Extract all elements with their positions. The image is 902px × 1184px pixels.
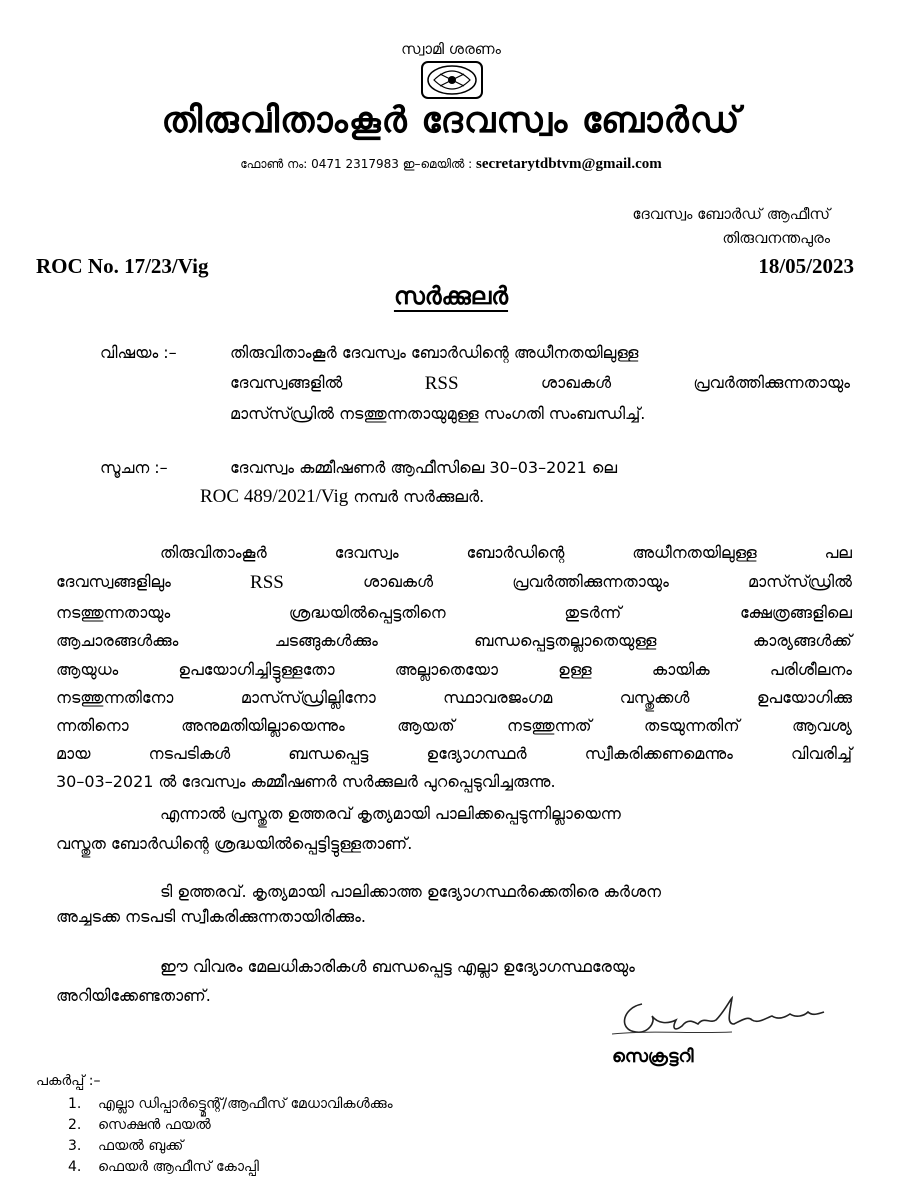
contact-line	[0, 156, 902, 173]
copies-label: പകർപ്പ് :–	[36, 1073, 101, 1089]
circular-title: സർക്കുലർ	[393, 282, 509, 310]
body-line: അച്ചടക്ക നടപടി സ്വീകരിക്കുന്നതായിരിക്കും.	[56, 907, 366, 926]
subject-line: മാസ്സ്ഡ്രിൽ നടത്തുന്നതായുമുള്ള സംഗതി സംബന്ധിച്ച്.	[230, 404, 646, 423]
body-line: ആചാരങ്ങൾക്കും ചടങ്ങുകൾക്കും ബന്ധപ്പെട്ടതല്ലാതെയുള്ള കാര്യങ്ങൾക്ക്	[56, 631, 852, 650]
roc-number: ROC No. 17/23/Vig	[36, 254, 209, 278]
body-line: 30–03–2021 ൽ ദേവസ്വം കമ്മീഷണർ സർക്കുലർ പുറപ്പെടുവിച്ചരുന്നു.	[56, 772, 556, 791]
reference-code: ROC 489/2021/Vig	[200, 486, 349, 507]
reference-line: ദേവസ്വം കമ്മീഷണർ ആഫീസിലെ 30–03–2021 ലെ	[230, 458, 617, 477]
body-line: മായ നടപടികൾ ബന്ധപ്പെട്ട ഉദ്യോഗസ്ഥർ സ്വീകരിക്കണമെന്നും വിവരിച്ച്	[56, 744, 852, 763]
reference-label: സൂചന :–	[100, 458, 168, 477]
office-city: തിരുവനന്തപുരം	[722, 229, 830, 247]
body-line: എന്നാൽ പ്രസ്തുത ഉത്തരവ് കൃത്യമായി പാലിക്കപ്പെടുന്നില്ലായെന്ന	[160, 804, 621, 823]
board-title: തിരുവിതാംകൂർ ദേവസ്വം ബോർഡ്	[161, 100, 741, 141]
devaswom-emblem-icon	[420, 60, 484, 100]
body-line: ടി ഉത്തരവ്. കൃത്യമായി പാലിക്കാത്ത ഉദ്യോഗസ്ഥർക്കെതിരെ കർശന	[160, 882, 661, 901]
signature	[612, 994, 842, 1042]
list-item: 4. ഫെയർ ആഫീസ് കോപ്പി	[68, 1159, 259, 1175]
signatory-title: സെക്രട്ടറി	[612, 1046, 694, 1067]
phone-text: ഫോൺ നം: 0471 2317983 ഇ–മെയിൽ :	[240, 157, 477, 171]
body-line: ന്നതിനൊ അനുമതിയില്ലായെന്നും ആയത് നടത്തുന്നത് തടയുന്നതിന് ആവശ്യ	[56, 716, 852, 735]
body-line: നടത്തുന്നതായും ശ്രദ്ധയിൽപ്പെട്ടതിനെ തുടർന്ന് ക്ഷേത്രങ്ങളിലെ	[56, 603, 852, 622]
subject-line: ദേവസ്വങ്ങളിൽ RSS ശാഖകൾ പ്രവർത്തിക്കുന്നതായും	[230, 373, 850, 394]
list-item: 2. സെക്ഷൻ ഫയൽ	[68, 1117, 211, 1133]
document-date: 18/05/2023	[758, 254, 854, 278]
list-item: 1. എല്ലാ ഡിപ്പാർട്ട്മെന്റ്/ആഫീസ് മേധാവികൾക്കും	[68, 1096, 393, 1112]
invocation: സ്വാമി ശരണം	[401, 40, 501, 58]
subject-line: തിരുവിതാംകൂർ ദേവസ്വം ബോർഡിന്റെ അധീനതയിലുള്ള	[230, 343, 639, 362]
office-name: ദേവസ്വം ബോർഡ് ആഫീസ്	[632, 205, 830, 223]
body-line: ആയുധം ഉപയോഗിച്ചിട്ടുള്ളതോ അല്ലാതെയോ ഉള്ള കായിക പരിശീലനം	[56, 660, 852, 679]
reference-line: ROC 489/2021/Vig നമ്പർ സർക്കുലർ.	[200, 486, 485, 507]
body-line: തിരുവിതാംകൂർ ദേവസ്വം ബോർഡിന്റെ അധീനതയിലുള്ള പല	[160, 543, 852, 562]
body-line: നടത്തുന്നതിനോ മാസ്സ്ഡ്രില്ലിനോ സ്ഥാവരജംഗമ വസ്തുക്കൾ ഉപയോഗിക്കു	[56, 688, 852, 707]
body-line: ദേവസ്വങ്ങളിലും RSS ശാഖകൾ പ്രവർത്തിക്കുന്നതായും മാസ്സ്ഡ്രിൽ	[56, 572, 852, 593]
body-line: വസ്തുത ബോർഡിന്റെ ശ്രദ്ധയിൽപ്പെട്ടിട്ടുള്ളതാണ്.	[56, 834, 413, 853]
body-line: ഈ വിവരം മേലധികാരികൾ ബന്ധപ്പെട്ട എല്ലാ ഉദ്യോഗസ്ഥരേയും	[160, 957, 635, 976]
list-item: 3. ഫയൽ ബുക്ക്	[68, 1138, 184, 1154]
email-text: secretarytdbtvm@gmail.com	[476, 156, 662, 172]
body-line: അറിയിക്കേണ്ടതാണ്.	[56, 986, 211, 1005]
subject-label: വിഷയം :–	[100, 343, 177, 362]
